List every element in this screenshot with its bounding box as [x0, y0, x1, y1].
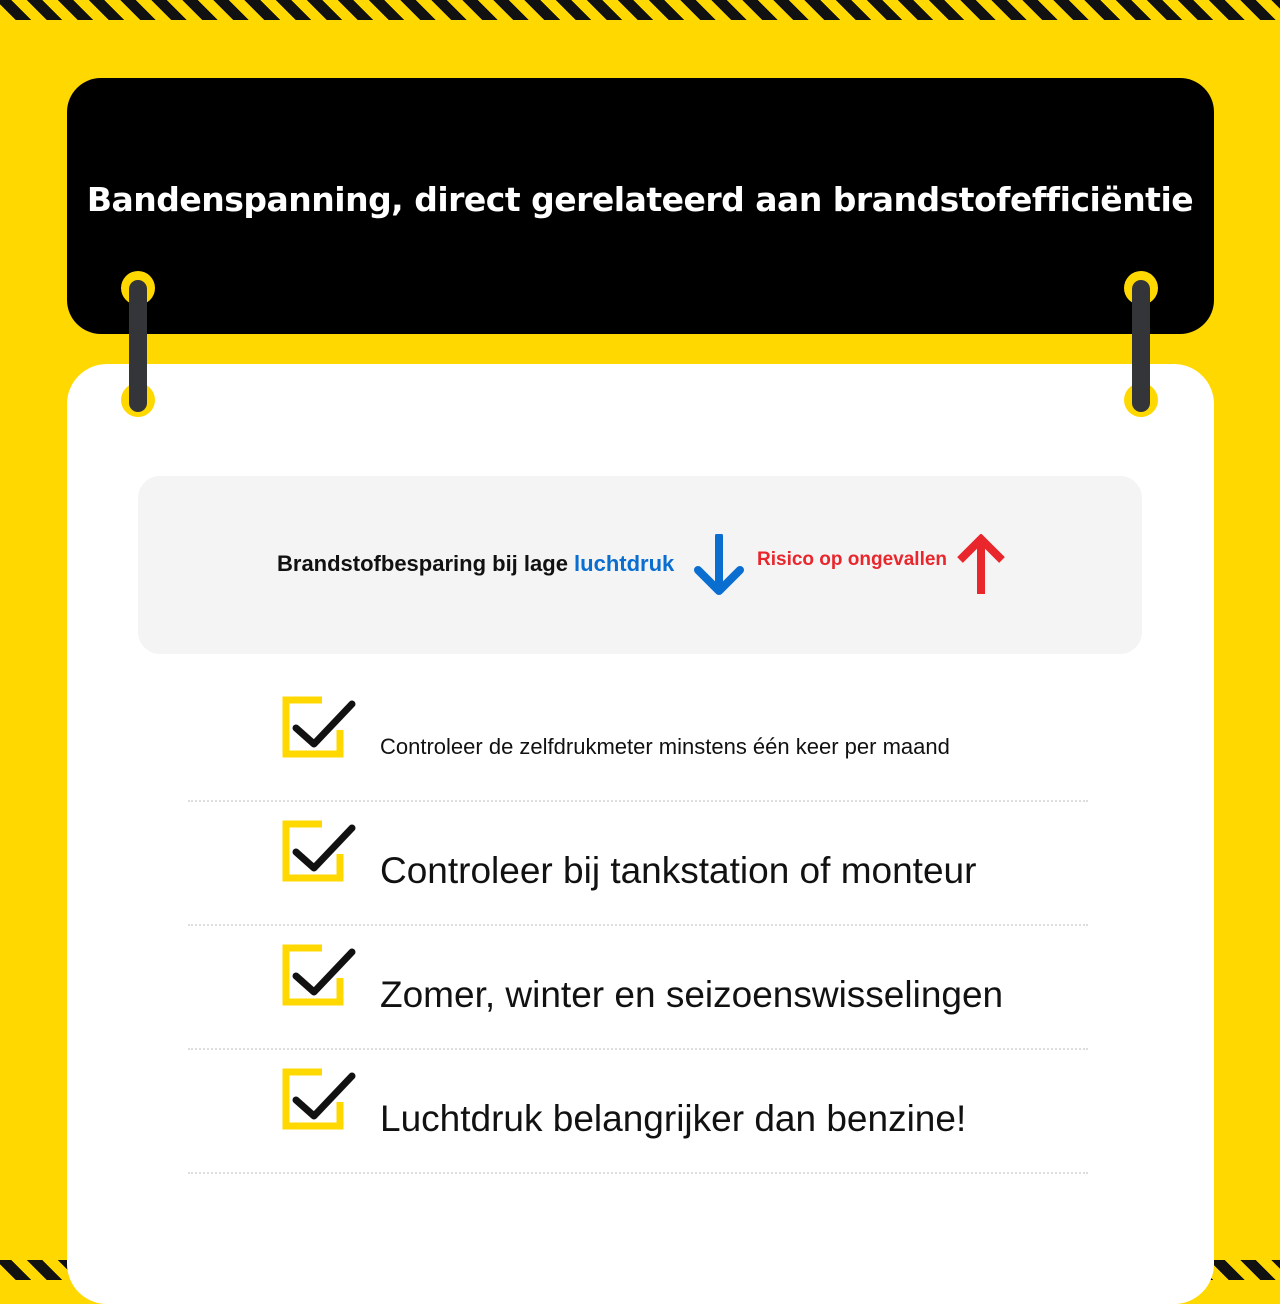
- checklist-item: Luchtdruk belangrijker dan benzine!: [188, 1050, 1088, 1174]
- info-panel: [138, 476, 1142, 654]
- arrow-down-icon: [694, 534, 744, 596]
- checklist-item: Controleer bij tankstation of monteur: [188, 802, 1088, 926]
- accident-risk-text: Risico op ongevallen: [757, 549, 948, 570]
- page-title: Bandenspanning, direct gerelateerd aan brandstofefficiëntie: [86, 180, 1194, 219]
- checkbox-checked-icon: [282, 694, 356, 758]
- checklist-item: Zomer, winter en seizoenswisselingen: [188, 926, 1088, 1050]
- fuel-saving-text: Brandstofbesparing bij lage luchtdruk: [277, 551, 675, 576]
- checkbox-checked-icon: [282, 1066, 356, 1130]
- checkbox-checked-icon: [282, 942, 356, 1006]
- hazard-stripe-top: [0, 0, 1280, 20]
- arrow-up-icon: [956, 534, 1006, 596]
- hanger-bar: [129, 280, 147, 412]
- hanger-bar: [1132, 280, 1150, 412]
- checklist-item: Controleer de zelfdrukmeter minstens één keer per maand: [188, 678, 1088, 802]
- checkbox-checked-icon: [282, 818, 356, 882]
